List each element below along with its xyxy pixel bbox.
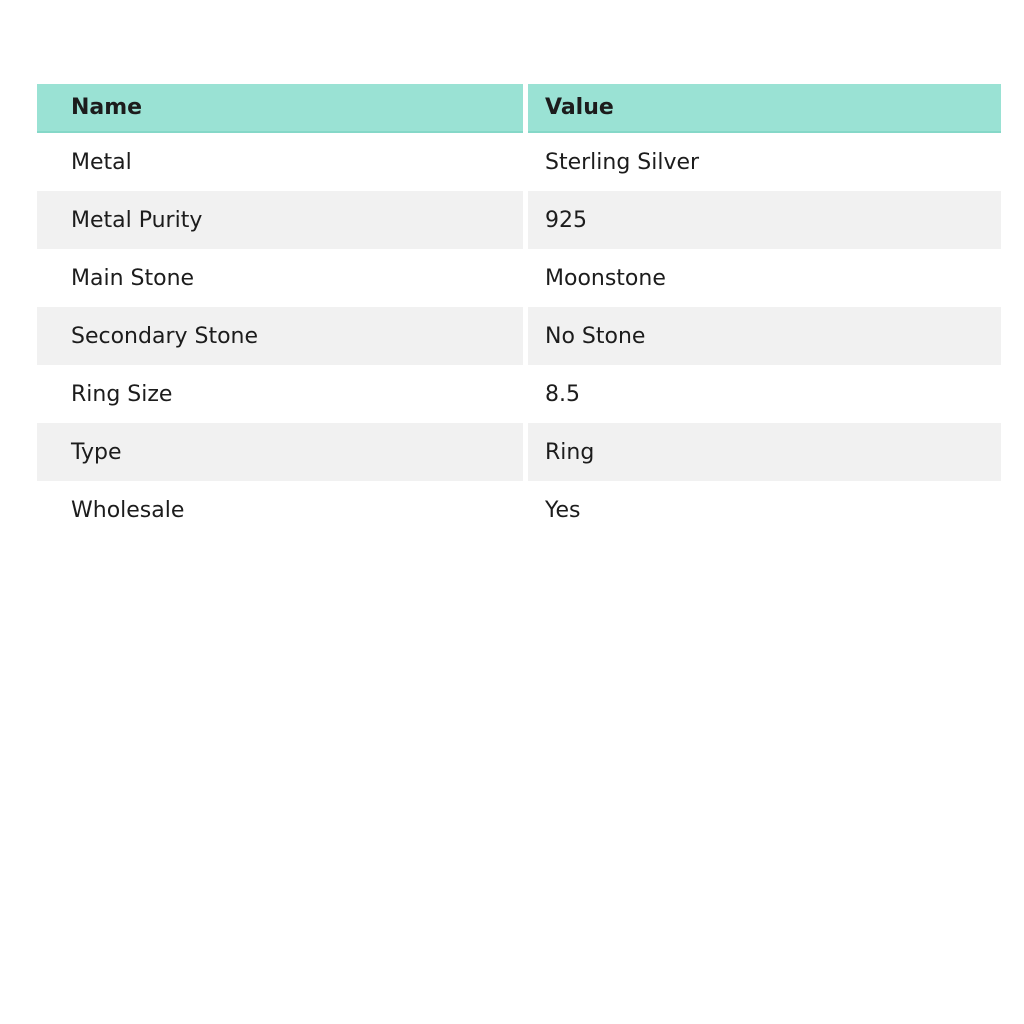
table-row	[37, 249, 1001, 307]
table-row	[37, 365, 1001, 423]
row-name-cell: Main Stone	[71, 265, 195, 291]
row-name-cell: Metal Purity	[37, 191, 523, 249]
table-row	[37, 133, 1001, 191]
row-name-cell: Wholesale	[71, 497, 185, 523]
row-value-cell: 8.5	[545, 381, 580, 407]
row-name-cell: Ring Size	[71, 381, 173, 407]
row-name-cell: Metal	[71, 149, 132, 175]
row-value-cell: No Stone	[528, 307, 1001, 365]
row-name-cell: Type	[37, 423, 523, 481]
header-cell-value: Value	[528, 84, 1001, 133]
table-row	[37, 191, 1001, 249]
header-cell-name: Name	[37, 84, 523, 133]
row-value-cell: 925	[528, 191, 1001, 249]
row-value-cell: Yes	[545, 497, 581, 523]
row-value-cell: Ring	[528, 423, 1001, 481]
row-value-cell: Sterling Silver	[545, 149, 700, 175]
table-row	[37, 307, 1001, 365]
attributes-table	[37, 84, 1001, 539]
table-row	[37, 481, 1001, 539]
table-row	[37, 423, 1001, 481]
row-value-cell: Moonstone	[545, 265, 666, 291]
table-header-row	[37, 84, 1001, 133]
row-name-cell: Secondary Stone	[37, 307, 523, 365]
